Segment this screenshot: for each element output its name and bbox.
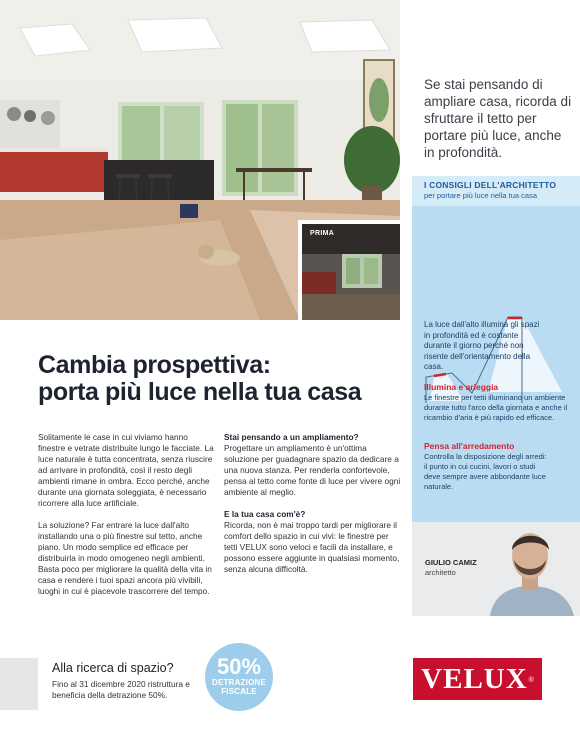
badge-line-1: DETRAZIONE: [212, 678, 266, 687]
col2-paragraph-2: Ricorda, non è mai troppo tardi per migliorare il comfort dello spazio in cui vivi: le finestre per tetti VELUX sono veloci e facili da installare, e possono essere aggiunte in qualsiasi momento, senza alcuna difficoltà.: [224, 520, 400, 574]
badge-percent: 50%: [216, 654, 262, 679]
architect-name: GIULIO CAMIZ: [425, 558, 477, 567]
registered-mark: ®: [528, 676, 534, 684]
panel-title: I CONSIGLI DELL'ARCHITETTO: [424, 180, 557, 190]
logo-text: VELUX: [421, 663, 528, 695]
intro-text: Se stai pensando di ampliare casa, ricorda di sfruttare il tetto per portare più luce, anche in profondità.: [424, 77, 572, 160]
headline-line-2: porta più luce nella tua casa: [38, 378, 362, 406]
col1-paragraph-2: La soluzione? Far entrare la luce dall'alto installando una o più finestre sul tetto, anche piano. Un modo semplice ed efficace per distribuirla in modo omogeneo negli ambienti. Basta poco per migliorare la qualità della vita in casa e rendere i tuoi spazi ancora più vivibili, luoghi in cui è piacevole trascorrere del tempo.: [38, 520, 212, 596]
article-column-1: [38, 432, 214, 608]
headline-line-1: Cambia prospettiva:: [38, 351, 271, 379]
before-label: PRIMA: [310, 230, 335, 237]
col2-heading-2: E la tua casa com'è?: [224, 509, 306, 519]
panel-text-illumina: Le finestre per tetti illuminano un ambiente durante tutto l'arco della giornata e anche il ricambio d'aria è più rapido ed efficace.: [424, 393, 568, 422]
badge-line-2: FISCALE: [221, 687, 257, 696]
promo-title: Alla ricerca di spazio?: [52, 661, 174, 675]
col2-paragraph-1: Progettare un ampliamento è un'ottima soluzione per guadagnare spazio da dedicare a una nuova stanza. Per renderla confortevole, pensa al tetto come fonte di luce per vivere ogni ambiente al meglio.: [224, 443, 401, 497]
before-photo: [298, 220, 400, 320]
col2-heading-1: Stai pensando a un ampliamento?: [224, 432, 359, 442]
architect-role: architetto: [425, 568, 456, 577]
col1-paragraph-1: Solitamente le case in cui viviamo hanno finestre e vetrate distribuite lungo le facciate. La luce naturale è tutta concentrata, senza riuscire ad arrivare in profondità, così il resto degli ambienti rimane in ombra. Ecco perché, anche durante una giornata soleggiata, è necessario ricorrere alla luce artificiale.: [38, 432, 214, 508]
page-headline: [38, 352, 398, 406]
panel-text-arredamento: Controlla la disposizione degli arredi: il punto in cui cucini, lavori o studi deve sempre avere abbondante luce naturale.: [424, 452, 547, 491]
decorative-block: [0, 658, 38, 710]
panel-subtitle: per portare più luce nella tua casa: [424, 191, 537, 200]
article-column-2: [224, 432, 402, 586]
panel-header: [412, 176, 580, 206]
promo-body: Fino al 31 dicembre 2020 ristruttura e beneficia della detrazione 50%.: [52, 679, 190, 700]
velux-logo: [413, 658, 542, 700]
panel-heading-arredamento: Pensa all'arredamento: [424, 441, 515, 451]
panel-heading-illumina: Illumina e arieggia: [424, 382, 499, 392]
panel-light-text: La luce dall'alto illumina gli spazi in profondità ed è costante durante il giorno perché non risente dell'orientamento della casa.: [424, 320, 540, 371]
architect-tips-panel: [412, 176, 580, 522]
tax-deduction-badge: [205, 643, 273, 711]
